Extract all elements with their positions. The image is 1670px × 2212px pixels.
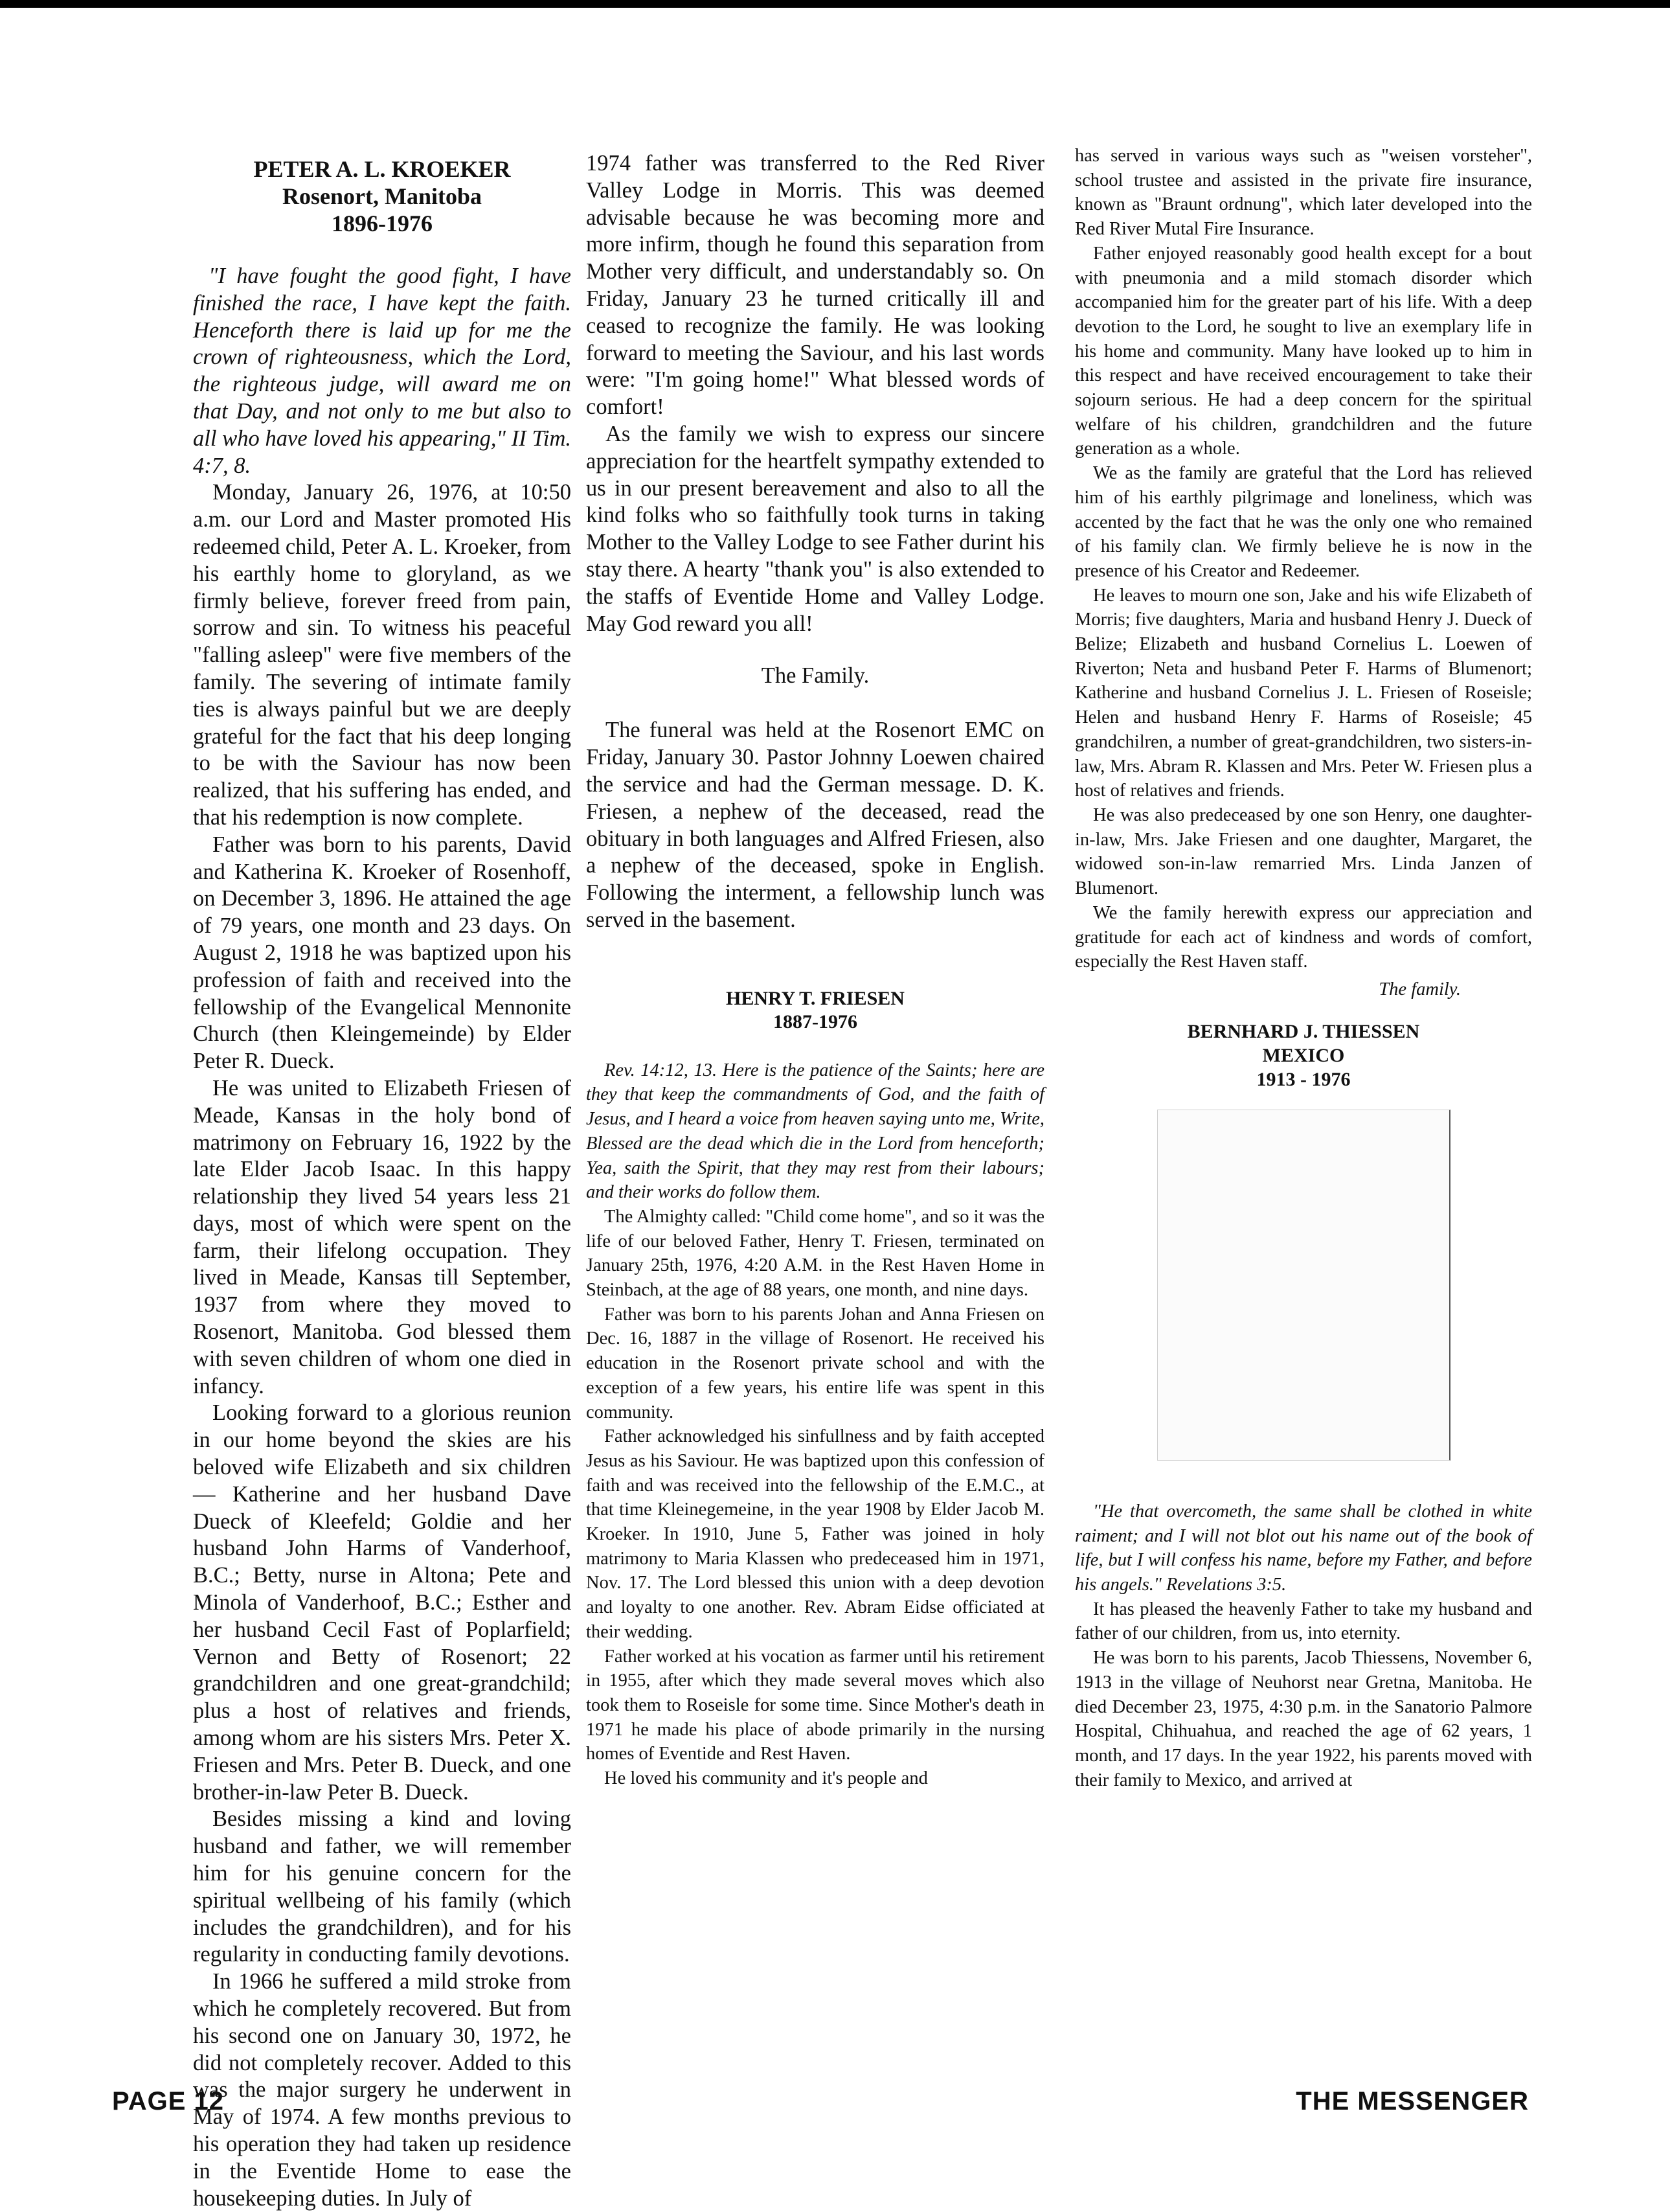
page-number: PAGE 12 xyxy=(112,2087,224,2115)
top-border xyxy=(0,0,1670,8)
funeral-paragraph: The funeral was held at the Rosenort EMC on Friday, January 30. Pastor Johnny Loewen chaired the service and had the German message. D. K. Friesen, a nephew of the deceased, read the obituary in both languages and Alfred Friesen, also a nephew of the deceased, spoke in English. Following the interment, a fellowship lunch was served in the basement. xyxy=(586,718,1044,932)
scripture-verse: Rev. 14:12, 13. Here is the patience of the Saints; here are they that keep the commandments of God, and the faith of Jesus, and I heard a voice from heaven saying unto me, Write, Blessed are the dead which die in the Lord from henceforth; Yea, saith the Spirit, that they may rest from their labours; and their works do follow them. xyxy=(586,1060,1044,1203)
obituary-name: BERNHARD J. THIESSEN xyxy=(1187,1020,1420,1042)
paragraph: He was born to his parents, Jacob Thiessens, November 6, 1913 in the village of Neuhorst near Gretna, Manitoba. He died December 23, 1975, 4:30 p.m. in the Sanatorio Palmore Hospital, Chihuahua, and reached the age of 62 years, 1 month, and 17 days. In the year 1922, his parents moved with their family to Mexico, and arrived at xyxy=(1075,1648,1532,1790)
obituary-dates: 1887-1976 xyxy=(773,1010,857,1032)
paragraph: Father acknowledged his sinfullness and by faith accepted Jesus as his Saviour. He was baptized upon this confession of faith and was received into the fellowship of the E.M.C., at that time Kleinegemeine, in the year 1908 by Elder Jacob M. Kroeker. In 1910, June 5, Father was joined in holy matrimony to Maria Klassen who predeceased him in 1971, Nov. 17. The Lord blessed this union with a deep devotion and loyalty to one another. Rev. Abram Eidse officiated at their wedding. xyxy=(586,1426,1044,1642)
paragraph: 1974 father was transferred to the Red River Valley Lodge in Morris. This was deemed advisable because he was becoming more and more infirm, though he found this separation from Mother very difficult, and understandably so. On Friday, January 23 he turned critically ill and ceased to recognize the family. He was looking forward to meeting the Saviour, and his last words were: "I'm going home!" What blessed words of comfort! xyxy=(586,151,1044,420)
obituary-name: HENRY T. FRIESEN xyxy=(726,987,905,1009)
paragraph: Father worked at his vocation as farmer until his retirement in 1955, after which they made several moves which also took them to Roseisle for some time. Since Mother's death in 1971 he made his place of abode primarily in the nursing homes of Eventide and Rest Haven. xyxy=(586,1646,1044,1764)
obituary-dates: 1913 - 1976 xyxy=(1256,1068,1351,1090)
paragraph: He leaves to mourn one son, Jake and his wife Elizabeth of Morris; five daughters, Maria and husband Henry J. Dueck of Belize; Elizabeth and husband Cornelius L. Loewen of Riverton; Neta and husband Peter F. Harms of Blumenort; Katherine and husband Cornelius J. L. Friesen of Roseisle; Helen and husband Henry F. Harms of Roseisle; 45 grandchilren, a number of great-grandchildren, two sisters-in-law, Mrs. Abram R. Klassen and Mrs. Peter W. Friesen plus a host of relatives and friends. xyxy=(1075,585,1532,801)
paragraph: Father was born to his parents Johan and Anna Friesen on Dec. 16, 1887 in the village of Rosenort. He received his education in the Rosenort private school and with the exception of a few years, his entire life was spent in this community. xyxy=(586,1304,1044,1422)
column-3 xyxy=(1075,146,1532,2029)
paragraph: Looking forward to a glorious reunion in our home beyond the skies are his beloved wife Elizabeth and six children — Katherine and her husband Dave Dueck of Kleefeld; Goldie and her husband John Harms of Vanderhoof, B.C.; Betty, nurse in Altona; Pete and Minola of Vanderhoof, B.C.; Esther and her husband Cecil Fast of Poplarfield; Vernon and Betty of Rosenort; 22 grandchildren and one great-grandchild; plus a host of relatives and friends, among whom are his sisters Mrs. Peter X. Friesen and Mrs. Peter B. Dueck, and one brother-in-law Peter B. Dueck. xyxy=(193,1400,571,1805)
obituary-place: Rosenort, Manitoba xyxy=(282,183,482,209)
obituary-dates: 1896-1976 xyxy=(332,211,433,236)
publication-name: THE MESSENGER xyxy=(1296,2087,1529,2115)
paragraph: We the family herewith express our appreciation and gratitude for each act of kindness and words of comfort, especially the Rest Haven staff. xyxy=(1075,902,1532,972)
family-signature: The family. xyxy=(1379,979,1461,999)
scripture-verse: "I have fought the good fight, I have finished the race, I have kept the faith. Henceforth there is laid up for me the crown of righteousness, which the Lord, the righteous judge, will award me on that Day, and not only to me but also to all who have loved his appearing," II Tim. 4:7, 8. xyxy=(193,264,571,478)
paragraph: He was united to Elizabeth Friesen of Meade, Kansas in the holy bond of matrimony on February 16, 1922 by the late Elder Jacob Isaac. In this happy relationship they lived 54 years less 21 days, most of which were spent on the farm, their lifelong occupation. They lived in Meade, Kansas till September, 1937 from where they moved to Rosenort, Manitoba. God blessed them with seven children of whom one died in infancy. xyxy=(193,1075,571,1398)
paragraph: He loved his community and it's people and xyxy=(604,1768,928,1789)
obituary-header-friesen xyxy=(586,987,1044,1034)
paragraph: We as the family are grateful that the Lord has relieved him of his earthly pilgrimage and loneliness, which was accented by the fact that he was the only one who remained of his family clan. We firmly believe he is now in the presence of his Creator and Redeemer. xyxy=(1075,463,1532,581)
scripture-verse: "He that overcometh, the same shall be clothed in white raiment; and I will not blot out his name out of the book of life, but I will confess his name, before my Father, and before his angels." Revelations 3:5. xyxy=(1075,1501,1532,1595)
obituary-place: MEXICO xyxy=(1262,1044,1345,1066)
obituary-header-thiessen xyxy=(1075,1020,1532,1091)
obituary-header-kroeker xyxy=(193,155,571,237)
paragraph: Besides missing a kind and loving husband and father, we will remember him for his genuine concern for the spiritual wellbeing of his family (which includes the grandchildren), and for his regularity in conducting family devotions. xyxy=(193,1807,571,1967)
column-1 xyxy=(193,150,571,2211)
paragraph: Monday, January 26, 1976, at 10:50 a.m. our Lord and Master promoted His redeemed child, Peter A. L. Kroeker, from his earthly home to gloryland, as we firmly believe, forever freed from pain, sorrow and sin. To witness his peaceful "falling asleep" were five members of the family. The severing of intimate family ties is always painful but we are deeply grateful for the fact that his deep longing to be with the Saviour has now been realized, that his suffering has ended, and that his redemption is now complete. xyxy=(193,480,571,830)
paragraph: has served in various ways such as "weisen vorsteher", school trustee and assisted in the private fire insurance, known as "Braunt ordnung", which later developed into the Red River Mutal Fire Insurance. xyxy=(1075,146,1532,240)
paragraph: The Almighty called: "Child come home", and so it was the life of our beloved Father, Henry T. Friesen, terminated on January 25th, 1976, 4:20 A.M. in the Rest Haven Home in Steinbach, at the age of 88 years, one month, and nine days. xyxy=(586,1206,1044,1301)
paragraph: He was also predeceased by one son Henry, one daughter-in-law, Mrs. Jake Friesen and one daughter, Margaret, the widowed son-in-law remarried Mrs. Linda Janzen of Blumenort. xyxy=(1075,804,1532,899)
paragraph: It has pleased the heavenly Father to take my husband and father of our children, from us, into eternity. xyxy=(1075,1599,1532,1644)
paragraph: Father enjoyed reasonably good health except for a bout with pneumonia and a mild stomach disorder which accompanied him for the greater part of his life. With a deep devotion to the Lord, he sought to live an exemplary life in his home and community. Many have looked up to him in this respect and have received encouragement to take their sojourn serious. He had a deep concern for the spiritual welfare of his children, grandchildren and the future generation as a whole. xyxy=(1075,243,1532,459)
portrait-photo-placeholder xyxy=(1157,1110,1450,1461)
family-signature: The Family. xyxy=(761,663,870,689)
paragraph: In 1966 he suffered a mild stroke from which he completely recovered. But from his second one on January 30, 1972, he did not completely recover. Added to this was the major surgery he underwent in May of 1974. A few months previous to his operation they had taken up residence in the Eventide Home to ease the housekeeping duties. In July of xyxy=(193,1969,571,2211)
paragraph: Father was born to his parents, David and Katherina K. Kroeker of Rosenhoff, on December 3, 1896. He attained the age of 79 years, one month and 23 days. On August 2, 1918 he was baptized upon his profession of faith and received into the fellowship of the Evangelical Mennonite Church (then Kleingemeinde) by Elder Peter R. Dueck. xyxy=(193,832,571,1074)
paragraph: As the family we wish to express our sincere appreciation for the heartfelt sympathy extended to us in our present bereavement and also to all the kind folks who so faithfully took turns in taking Mother to the Valley Lodge to see Father durint his stay there. A hearty "thank you" is also extended to the staffs of Eventide Home and Valley Lodge. May God reward you all! xyxy=(586,421,1044,636)
obituary-name: PETER A. L. KROEKER xyxy=(253,156,511,182)
column-2 xyxy=(586,150,1044,2029)
